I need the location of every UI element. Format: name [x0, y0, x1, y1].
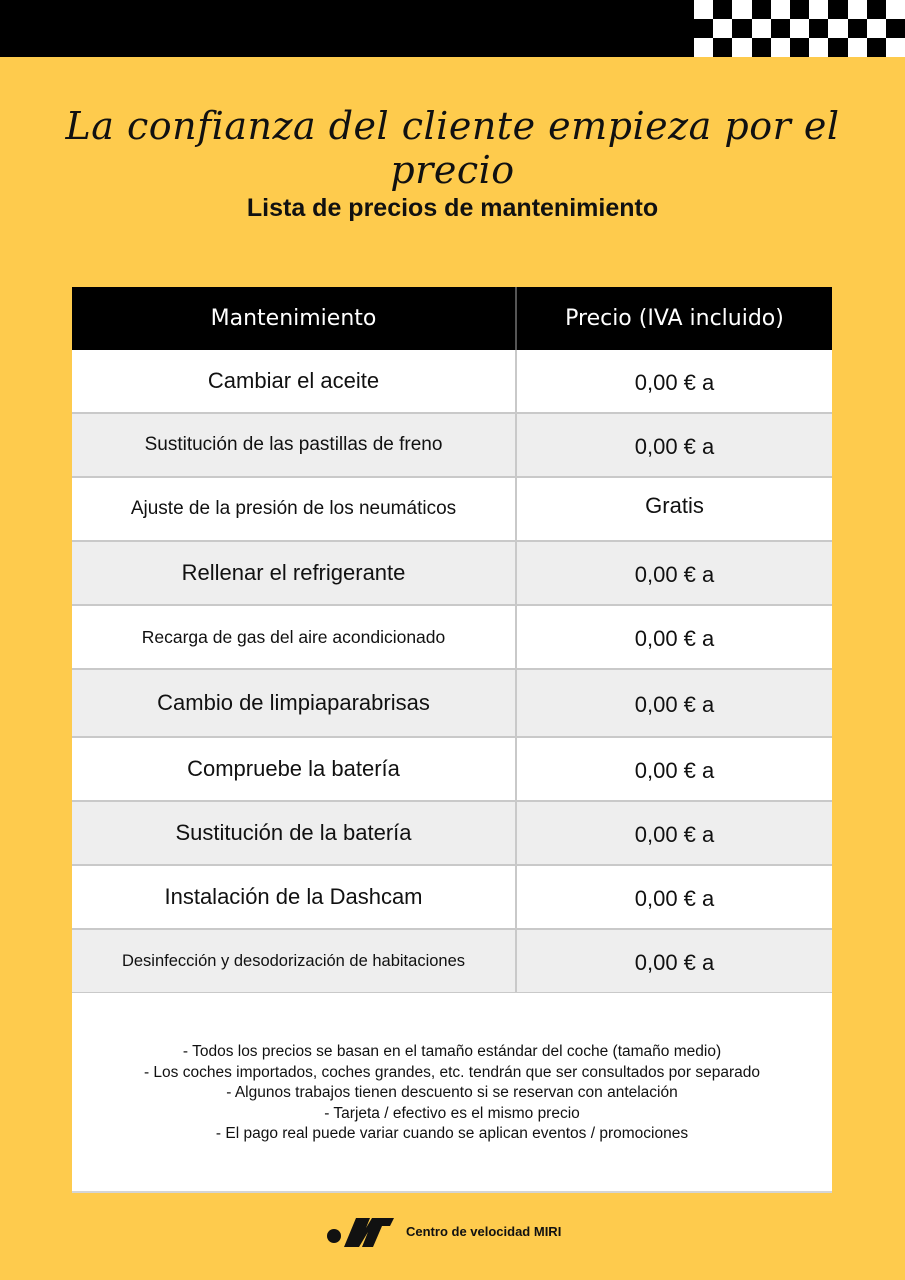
table-row — [72, 866, 832, 930]
table-row — [72, 478, 832, 542]
brand-name: Centro de velocidad MIRI — [406, 1223, 562, 1239]
table-row — [72, 930, 832, 994]
script-title: La confianza del cliente empieza por el precio — [65, 104, 840, 192]
service-name: Rellenar el refrigerante — [72, 542, 517, 604]
footer-brand — [326, 1214, 561, 1248]
service-name: Sustitución de la batería — [72, 802, 517, 864]
page-subtitle: Lista de precios de mantenimiento — [246, 194, 659, 222]
service-price: 0,00 € a — [634, 370, 715, 395]
table-header-row — [72, 287, 832, 350]
price-table — [72, 287, 832, 994]
service-price: Gratis — [645, 493, 704, 518]
service-price: 0,00 € a — [634, 822, 715, 847]
table-row — [72, 414, 832, 478]
service-price: 0,00 € a — [634, 434, 715, 459]
service-price: 0,00 € a — [634, 758, 715, 783]
note-item: - Algunos trabajos tienen descuento si se reservan con antelación — [226, 1084, 678, 1101]
miri-speed-logo-icon — [326, 1214, 396, 1248]
notes-panel — [72, 993, 832, 1193]
column-header-service: Mantenimiento — [72, 287, 517, 350]
column-header-price: Precio (IVA incluido) — [565, 306, 784, 331]
service-name: Desinfección y desodorización de habitaciones — [72, 930, 517, 992]
service-name: Instalación de la Dashcam — [72, 866, 517, 928]
service-price: 0,00 € a — [634, 626, 715, 651]
service-price: 0,00 € a — [634, 886, 715, 911]
service-name: Cambiar el aceite — [72, 350, 517, 412]
note-item: - Los coches importados, coches grandes, etc. tendrán que ser consultados por separado — [143, 1063, 761, 1081]
checkered-flag-pattern — [694, 0, 905, 57]
service-name: Recarga de gas del aire acondicionado — [72, 606, 517, 668]
service-price: 0,00 € a — [634, 950, 715, 975]
table-row — [72, 542, 832, 606]
note-item: - El pago real puede variar cuando se aplican eventos / promociones — [215, 1125, 689, 1142]
table-row — [72, 670, 832, 738]
table-row — [72, 802, 832, 866]
table-row — [72, 738, 832, 802]
service-name: Ajuste de la presión de los neumáticos — [72, 478, 517, 540]
table-row — [72, 606, 832, 670]
service-price: 0,00 € a — [634, 562, 715, 587]
service-price: 0,00 € a — [634, 692, 715, 717]
service-name: Compruebe la batería — [72, 738, 517, 800]
note-item: - Todos los precios se basan en el tamaño estándar del coche (tamaño medio) — [182, 1043, 722, 1060]
note-item: - Tarjeta / efectivo es el mismo precio — [324, 1104, 580, 1122]
table-row — [72, 350, 832, 414]
service-name: Cambio de limpiaparabrisas — [72, 670, 517, 736]
service-name: Sustitución de las pastillas de freno — [72, 414, 517, 476]
